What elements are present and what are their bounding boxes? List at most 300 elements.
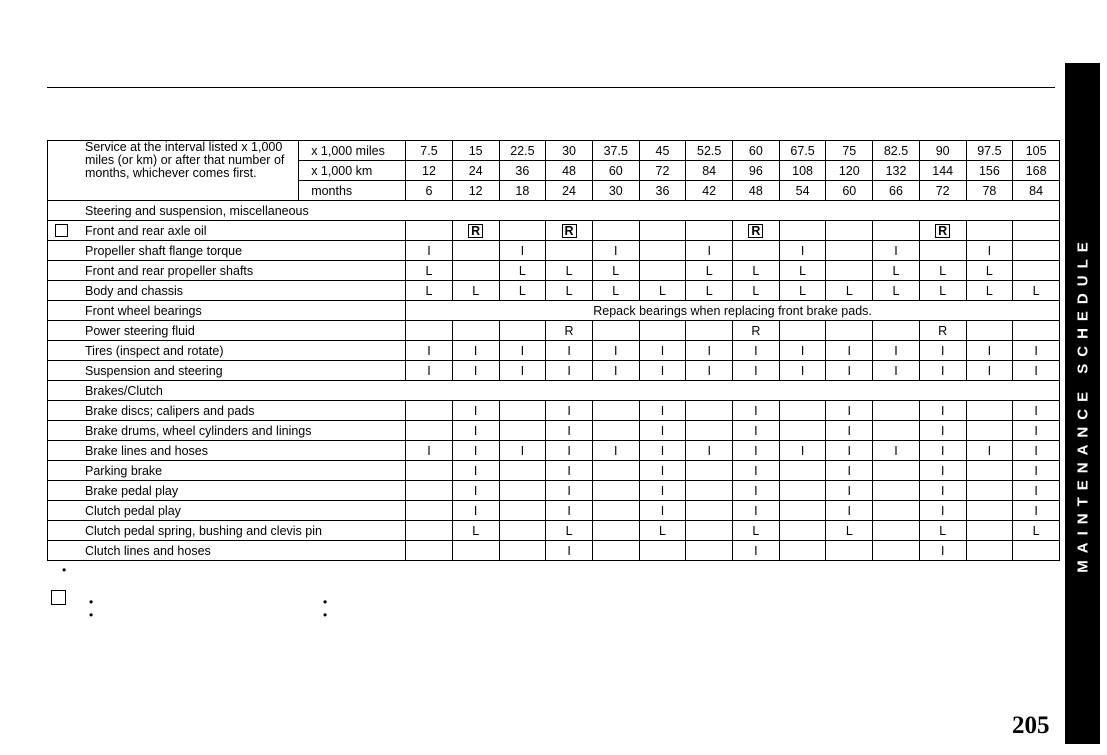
schedule-cell: L	[733, 261, 780, 281]
schedule-cell: I	[546, 481, 593, 501]
item-label: Clutch lines and hoses	[85, 543, 211, 558]
section-header-row	[48, 381, 1060, 401]
header-row	[48, 141, 1060, 161]
schedule-cell	[499, 221, 546, 241]
schedule-cell	[779, 421, 826, 441]
schedule-cell	[686, 461, 733, 481]
interval-cell: 54	[779, 181, 826, 201]
schedule-cell	[686, 401, 733, 421]
schedule-cell: I	[733, 401, 780, 421]
item-label: Front and rear axle oil	[85, 223, 207, 238]
schedule-cell: I	[826, 341, 873, 361]
schedule-cell: L	[546, 521, 593, 541]
schedule-cell	[733, 221, 780, 241]
interval-cell: 52.5	[686, 141, 733, 161]
interval-cell: 75	[826, 141, 873, 161]
schedule-cell: L	[919, 281, 966, 301]
section-title: Steering and suspension, miscellaneous	[48, 201, 1060, 221]
item-label: Clutch pedal spring, bushing and clevis pin	[85, 523, 322, 538]
table-row	[48, 461, 1060, 481]
schedule-cell	[406, 481, 453, 501]
schedule-cell	[592, 321, 639, 341]
schedule-cell: L	[592, 281, 639, 301]
schedule-cell	[406, 401, 453, 421]
interval-cell: 120	[826, 161, 873, 181]
interval-cell: 15	[452, 141, 499, 161]
table-row	[48, 361, 1060, 381]
schedule-cell: I	[826, 441, 873, 461]
schedule-cell: I	[406, 241, 453, 261]
replace-mark: R	[935, 224, 950, 238]
item-label: Front wheel bearings	[85, 303, 202, 318]
schedule-cell: I	[779, 441, 826, 461]
table-row	[48, 241, 1060, 261]
item-label: Brake lines and hoses	[85, 443, 208, 458]
schedule-cell	[966, 461, 1013, 481]
schedule-cell: I	[406, 361, 453, 381]
schedule-cell: I	[919, 461, 966, 481]
schedule-cell	[639, 241, 686, 261]
unit-label: x 1,000 km	[299, 161, 406, 181]
maintenance-schedule-table	[47, 140, 1060, 561]
schedule-cell: I	[966, 341, 1013, 361]
schedule-cell: L	[826, 521, 873, 541]
schedule-cell: I	[826, 361, 873, 381]
schedule-cell	[686, 521, 733, 541]
schedule-cell: I	[639, 441, 686, 461]
interval-cell: 84	[686, 161, 733, 181]
schedule-cell	[639, 541, 686, 561]
schedule-cell: I	[826, 401, 873, 421]
schedule-cell: L	[733, 521, 780, 541]
schedule-cell: I	[919, 481, 966, 501]
interval-cell: 30	[546, 141, 593, 161]
schedule-cell	[592, 401, 639, 421]
schedule-cell: L	[452, 521, 499, 541]
interval-cell: 37.5	[592, 141, 639, 161]
schedule-cell: L	[546, 261, 593, 281]
schedule-cell: R	[733, 321, 780, 341]
schedule-cell	[592, 481, 639, 501]
schedule-cell	[966, 321, 1013, 341]
schedule-cell: I	[919, 441, 966, 461]
schedule-cell: I	[499, 341, 546, 361]
table-row	[48, 341, 1060, 361]
schedule-cell: L	[966, 281, 1013, 301]
schedule-cell	[592, 541, 639, 561]
schedule-cell: I	[733, 361, 780, 381]
schedule-cell: I	[873, 441, 920, 461]
replace-mark: R	[468, 224, 483, 238]
interval-cell: 7.5	[406, 141, 453, 161]
bullet: •	[62, 563, 67, 577]
schedule-cell	[406, 221, 453, 241]
schedule-cell	[499, 461, 546, 481]
schedule-cell: I	[873, 241, 920, 261]
table-row	[48, 521, 1060, 541]
interval-cell: 60	[826, 181, 873, 201]
schedule-cell: I	[826, 501, 873, 521]
schedule-cell	[733, 241, 780, 261]
schedule-cell: I	[546, 461, 593, 481]
schedule-cell: L	[639, 281, 686, 301]
interval-cell: 60	[733, 141, 780, 161]
schedule-cell: I	[452, 361, 499, 381]
interval-cell: 24	[546, 181, 593, 201]
schedule-cell	[919, 221, 966, 241]
schedule-cell: L	[406, 281, 453, 301]
schedule-cell: I	[1013, 461, 1060, 481]
schedule-cell: I	[733, 341, 780, 361]
schedule-cell	[592, 421, 639, 441]
schedule-cell: I	[919, 541, 966, 561]
schedule-cell: I	[1013, 481, 1060, 501]
schedule-cell: I	[826, 481, 873, 501]
schedule-cell: I	[873, 361, 920, 381]
table-row	[48, 501, 1060, 521]
schedule-cell: I	[1013, 341, 1060, 361]
interval-cell: 36	[639, 181, 686, 201]
schedule-cell: L	[779, 281, 826, 301]
bullet: •	[89, 595, 94, 609]
schedule-cell	[873, 521, 920, 541]
schedule-cell: I	[546, 421, 593, 441]
item-label: Front and rear propeller shafts	[85, 263, 254, 278]
schedule-cell	[406, 541, 453, 561]
schedule-cell	[966, 481, 1013, 501]
item-label: Tires (inspect and rotate)	[85, 343, 224, 358]
schedule-cell	[966, 221, 1013, 241]
legend-checkbox-icon	[51, 590, 66, 605]
interval-cell: 96	[733, 161, 780, 181]
schedule-cell: L	[733, 281, 780, 301]
unit-label: months	[299, 181, 406, 201]
schedule-cell	[779, 521, 826, 541]
item-label: Suspension and steering	[85, 363, 223, 378]
interval-cell: 78	[966, 181, 1013, 201]
unit-label: x 1,000 miles	[299, 141, 406, 161]
schedule-cell	[639, 321, 686, 341]
schedule-cell	[779, 221, 826, 241]
schedule-cell: L	[919, 521, 966, 541]
schedule-cell: L	[1013, 281, 1060, 301]
schedule-cell	[1013, 241, 1060, 261]
replace-mark: R	[562, 224, 577, 238]
schedule-cell	[1013, 261, 1060, 281]
schedule-cell	[826, 241, 873, 261]
schedule-cell: I	[592, 341, 639, 361]
schedule-cell	[546, 221, 593, 241]
schedule-cell	[499, 401, 546, 421]
schedule-cell: I	[546, 401, 593, 421]
interval-cell: 18	[499, 181, 546, 201]
schedule-cell: I	[919, 341, 966, 361]
interval-cell: 30	[592, 181, 639, 201]
schedule-cell	[686, 321, 733, 341]
schedule-cell	[499, 501, 546, 521]
schedule-cell	[592, 221, 639, 241]
schedule-cell: I	[406, 441, 453, 461]
interval-cell: 42	[686, 181, 733, 201]
schedule-cell: I	[499, 441, 546, 461]
schedule-cell: I	[1013, 361, 1060, 381]
schedule-cell: L	[406, 261, 453, 281]
table-row	[48, 261, 1060, 281]
item-label: Propeller shaft flange torque	[85, 243, 243, 258]
table-row	[48, 441, 1060, 461]
item-label: Brake pedal play	[85, 483, 179, 498]
table-row	[48, 301, 1060, 321]
schedule-cell	[873, 321, 920, 341]
schedule-cell: I	[779, 241, 826, 261]
schedule-cell: L	[779, 261, 826, 281]
schedule-cell	[1013, 221, 1060, 241]
schedule-cell: L	[546, 281, 593, 301]
schedule-cell	[546, 241, 593, 261]
schedule-cell: I	[826, 461, 873, 481]
schedule-cell: L	[919, 261, 966, 281]
schedule-cell	[826, 261, 873, 281]
interval-cell: 97.5	[966, 141, 1013, 161]
interval-cell: 60	[592, 161, 639, 181]
table-row	[48, 541, 1060, 561]
schedule-cell: I	[826, 421, 873, 441]
schedule-cell: L	[1013, 521, 1060, 541]
schedule-cell: I	[452, 441, 499, 461]
page-number: 205	[1012, 712, 1050, 739]
schedule-cell: I	[546, 501, 593, 521]
schedule-cell	[779, 321, 826, 341]
schedule-cell	[826, 221, 873, 241]
schedule-cell	[406, 501, 453, 521]
interval-cell: 144	[919, 161, 966, 181]
section-sidebar	[1065, 63, 1100, 744]
schedule-cell	[639, 221, 686, 241]
bullet: •	[323, 595, 328, 609]
schedule-cell: L	[499, 281, 546, 301]
schedule-cell: I	[452, 401, 499, 421]
interval-cell: 48	[546, 161, 593, 181]
schedule-cell: I	[919, 501, 966, 521]
schedule-cell: I	[686, 441, 733, 461]
schedule-cell: I	[546, 361, 593, 381]
schedule-cell	[452, 221, 499, 241]
schedule-cell	[779, 481, 826, 501]
interval-cell: 66	[873, 181, 920, 201]
schedule-cell: R	[919, 321, 966, 341]
schedule-cell	[592, 521, 639, 541]
schedule-cell: I	[639, 501, 686, 521]
schedule-cell	[873, 221, 920, 241]
interval-cell: 84	[1013, 181, 1060, 201]
header-rule	[47, 87, 1055, 88]
schedule-cell	[452, 321, 499, 341]
schedule-cell	[686, 541, 733, 561]
schedule-cell: R	[546, 321, 593, 341]
schedule-cell: L	[966, 261, 1013, 281]
schedule-cell: I	[406, 341, 453, 361]
schedule-cell: I	[733, 481, 780, 501]
item-note: Repack bearings when replacing front brake pads.	[406, 301, 1060, 321]
schedule-cell	[639, 261, 686, 281]
schedule-cell	[406, 321, 453, 341]
schedule-cell	[499, 521, 546, 541]
interval-cell: 82.5	[873, 141, 920, 161]
schedule-cell: I	[686, 241, 733, 261]
table-row	[48, 401, 1060, 421]
interval-cell: 168	[1013, 161, 1060, 181]
schedule-cell: I	[499, 361, 546, 381]
schedule-cell	[873, 501, 920, 521]
interval-cell: 12	[452, 181, 499, 201]
interval-cell: 67.5	[779, 141, 826, 161]
schedule-cell: L	[826, 281, 873, 301]
table-row	[48, 281, 1060, 301]
interval-cell: 90	[919, 141, 966, 161]
schedule-cell	[499, 321, 546, 341]
schedule-cell	[966, 541, 1013, 561]
schedule-cell	[406, 521, 453, 541]
bullet: •	[323, 608, 328, 622]
interval-cell: 132	[873, 161, 920, 181]
schedule-cell: L	[592, 261, 639, 281]
schedule-cell: I	[1013, 421, 1060, 441]
schedule-cell: I	[546, 441, 593, 461]
schedule-cell	[966, 421, 1013, 441]
schedule-cell: I	[1013, 441, 1060, 461]
schedule-cell	[873, 461, 920, 481]
schedule-cell: I	[919, 401, 966, 421]
schedule-cell: I	[873, 341, 920, 361]
schedule-cell: I	[779, 361, 826, 381]
interval-cell: 12	[406, 161, 453, 181]
interval-cell: 72	[639, 161, 686, 181]
schedule-cell: I	[639, 421, 686, 441]
schedule-cell: I	[639, 341, 686, 361]
schedule-cell: I	[499, 241, 546, 261]
schedule-cell	[686, 421, 733, 441]
schedule-cell: I	[639, 361, 686, 381]
interval-cell: 105	[1013, 141, 1060, 161]
schedule-cell: L	[873, 261, 920, 281]
schedule-cell: I	[733, 441, 780, 461]
schedule-cell: L	[499, 261, 546, 281]
schedule-cell	[966, 501, 1013, 521]
schedule-cell	[873, 421, 920, 441]
schedule-cell: I	[1013, 401, 1060, 421]
schedule-cell: I	[592, 241, 639, 261]
bullet: •	[89, 608, 94, 622]
schedule-cell: I	[452, 501, 499, 521]
schedule-cell: I	[919, 361, 966, 381]
schedule-cell	[452, 261, 499, 281]
schedule-cell	[406, 421, 453, 441]
schedule-cell	[499, 481, 546, 501]
schedule-cell: I	[686, 361, 733, 381]
schedule-cell: I	[639, 461, 686, 481]
schedule-cell	[779, 501, 826, 521]
schedule-cell	[406, 461, 453, 481]
interval-cell: 22.5	[499, 141, 546, 161]
schedule-cell: L	[452, 281, 499, 301]
schedule-cell	[966, 401, 1013, 421]
schedule-cell	[966, 521, 1013, 541]
interval-cell: 108	[779, 161, 826, 181]
schedule-cell: L	[873, 281, 920, 301]
schedule-cell: I	[779, 341, 826, 361]
section-title: Brakes/Clutch	[48, 381, 1060, 401]
interval-cell: 36	[499, 161, 546, 181]
schedule-cell: I	[733, 421, 780, 441]
schedule-cell	[452, 541, 499, 561]
schedule-cell: I	[966, 241, 1013, 261]
table-row	[48, 221, 1060, 241]
item-label: Parking brake	[85, 463, 163, 478]
schedule-cell: I	[546, 341, 593, 361]
schedule-cell	[873, 481, 920, 501]
schedule-cell: I	[452, 461, 499, 481]
schedule-cell: I	[452, 481, 499, 501]
schedule-cell	[686, 501, 733, 521]
schedule-cell: L	[686, 261, 733, 281]
schedule-cell: I	[452, 341, 499, 361]
item-label: Brake drums, wheel cylinders and linings	[85, 423, 312, 438]
interval-cell: 156	[966, 161, 1013, 181]
schedule-cell: I	[452, 421, 499, 441]
schedule-cell	[686, 221, 733, 241]
service-interval-note: Service at the interval listed x 1,000 miles (or km) or after that number of months, whichever comes first.	[48, 141, 299, 201]
schedule-cell	[499, 541, 546, 561]
table-row	[48, 321, 1060, 341]
interval-cell: 6	[406, 181, 453, 201]
item-label: Brake discs; calipers and pads	[85, 403, 255, 418]
schedule-cell: I	[966, 361, 1013, 381]
schedule-cell: I	[966, 441, 1013, 461]
section-header-row	[48, 201, 1060, 221]
checkbox-icon	[55, 224, 68, 237]
schedule-cell: I	[733, 541, 780, 561]
schedule-cell	[452, 241, 499, 261]
schedule-cell	[499, 421, 546, 441]
schedule-cell: I	[919, 421, 966, 441]
schedule-cell	[779, 541, 826, 561]
schedule-cell	[873, 541, 920, 561]
replace-mark: R	[748, 224, 763, 238]
interval-cell: 48	[733, 181, 780, 201]
schedule-cell: I	[686, 341, 733, 361]
table-row	[48, 481, 1060, 501]
schedule-cell: I	[639, 481, 686, 501]
item-label: Body and chassis	[85, 283, 183, 298]
schedule-cell	[1013, 541, 1060, 561]
item-label: Clutch pedal play	[85, 503, 181, 518]
schedule-cell: I	[546, 541, 593, 561]
interval-cell: 45	[639, 141, 686, 161]
schedule-cell: I	[733, 461, 780, 481]
schedule-cell	[686, 481, 733, 501]
interval-cell: 72	[919, 181, 966, 201]
schedule-cell: I	[639, 401, 686, 421]
schedule-cell	[826, 541, 873, 561]
schedule-cell: I	[1013, 501, 1060, 521]
schedule-cell: I	[592, 361, 639, 381]
schedule-cell: I	[733, 501, 780, 521]
item-label: Power steering fluid	[85, 323, 195, 338]
schedule-cell	[779, 401, 826, 421]
schedule-cell	[592, 501, 639, 521]
schedule-cell	[592, 461, 639, 481]
schedule-cell	[779, 461, 826, 481]
